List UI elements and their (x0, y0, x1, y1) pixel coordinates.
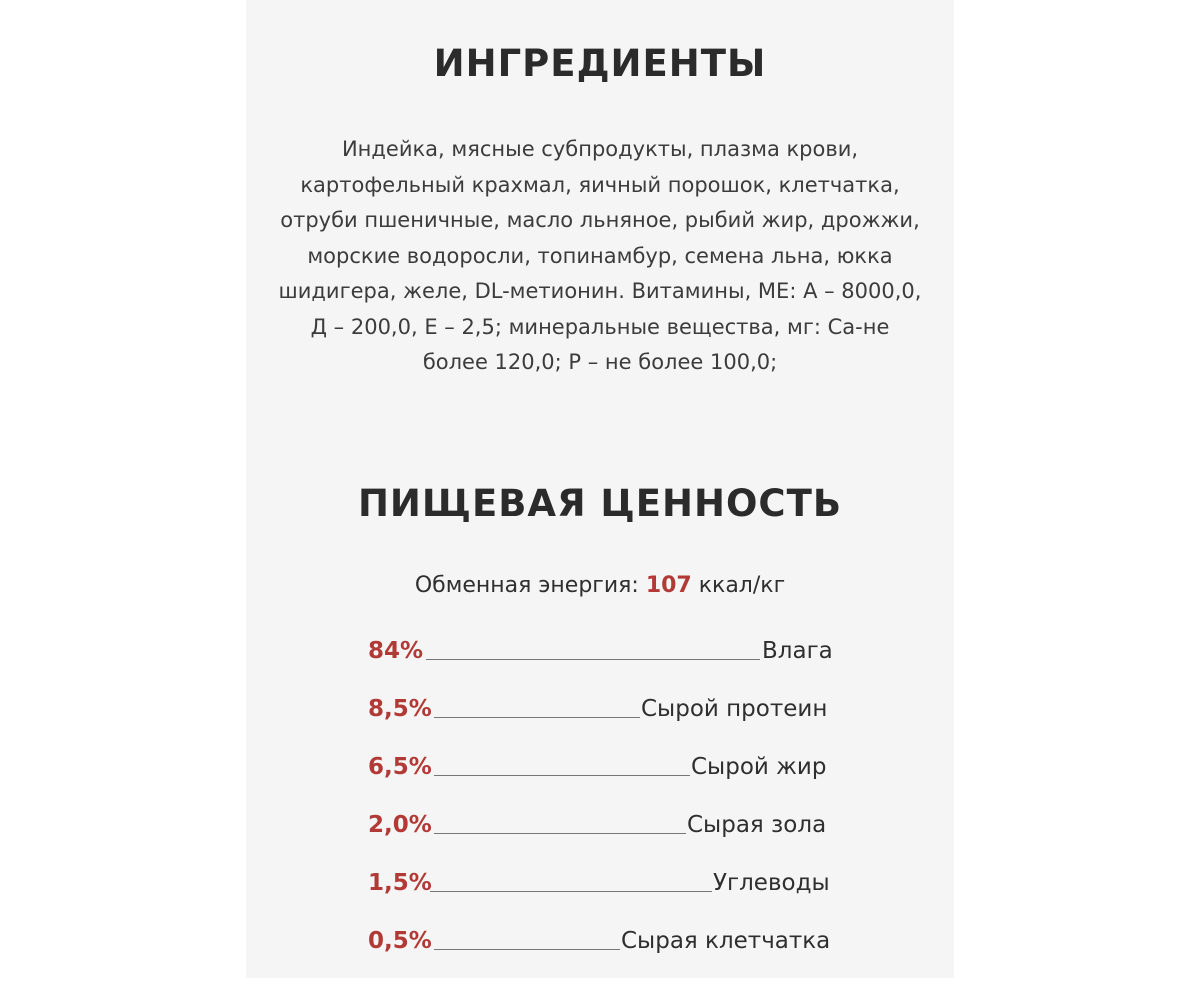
leader-line (426, 659, 760, 660)
ingredients-heading: ИНГРЕДИЕНТЫ (433, 42, 767, 85)
energy-unit: ккал/кг (691, 573, 786, 598)
energy-value: 107 (645, 573, 692, 598)
ingredients-line: картофельный крахмал, яичный порошок, клетчатка, (300, 172, 900, 197)
nutrition-percent: 8,5% (368, 696, 432, 722)
metabolic-energy (246, 573, 954, 598)
content-panel (246, 0, 954, 978)
nutrition-label: Углеводы (713, 870, 830, 896)
leader-line (434, 775, 690, 776)
nutrition-row-fat (368, 746, 832, 780)
ingredients-line: Индейка, мясные субпродукты, плазма крови, (341, 137, 859, 161)
nutrition-label: Сырая зола (687, 812, 827, 838)
nutrition-percent: 84% (368, 638, 424, 664)
nutrition-percent: 6,5% (368, 754, 432, 780)
leader-line (434, 833, 686, 834)
nutrition-row-moisture (368, 630, 832, 664)
ingredients-line: шидигера, желе, DL-метионин. Витамины, МЕ: А – 8000,0, (278, 279, 922, 303)
ingredients-line: Д – 200,0, Е – 2,5; минеральные вещества, мг: Са-не (310, 314, 890, 339)
nutrition-label: Сырой протеин (641, 696, 828, 722)
ingredients-text (270, 132, 930, 381)
nutrition-row-ash (368, 804, 832, 838)
nutrition-label: Влага (762, 638, 833, 664)
nutrition-row-protein (368, 688, 832, 722)
nutrition-heading: ПИЩЕВАЯ ЦЕННОСТЬ (357, 482, 843, 525)
ingredients-line: морские водоросли, топинамбур, семена льна, юкка (307, 243, 893, 268)
leader-line (430, 891, 712, 892)
leader-line (434, 717, 640, 718)
nutrition-percent: 0,5% (368, 928, 432, 954)
nutrition-label: Сырая клетчатка (621, 928, 831, 954)
nutrition-label: Сырой жир (691, 754, 827, 780)
nutrition-row-fiber (368, 920, 832, 954)
energy-label: Обменная энергия: (414, 573, 646, 598)
nutrition-percent: 2,0% (368, 812, 432, 838)
nutrition-percent: 1,5% (368, 870, 432, 896)
ingredients-line: отруби пшеничные, масло льняное, рыбий жир, дрожжи, (280, 208, 920, 232)
nutrition-row-carbohydrates (368, 862, 832, 896)
leader-line (434, 949, 620, 950)
ingredients-line: более 120,0; Р – не более 100,0; (422, 350, 778, 374)
